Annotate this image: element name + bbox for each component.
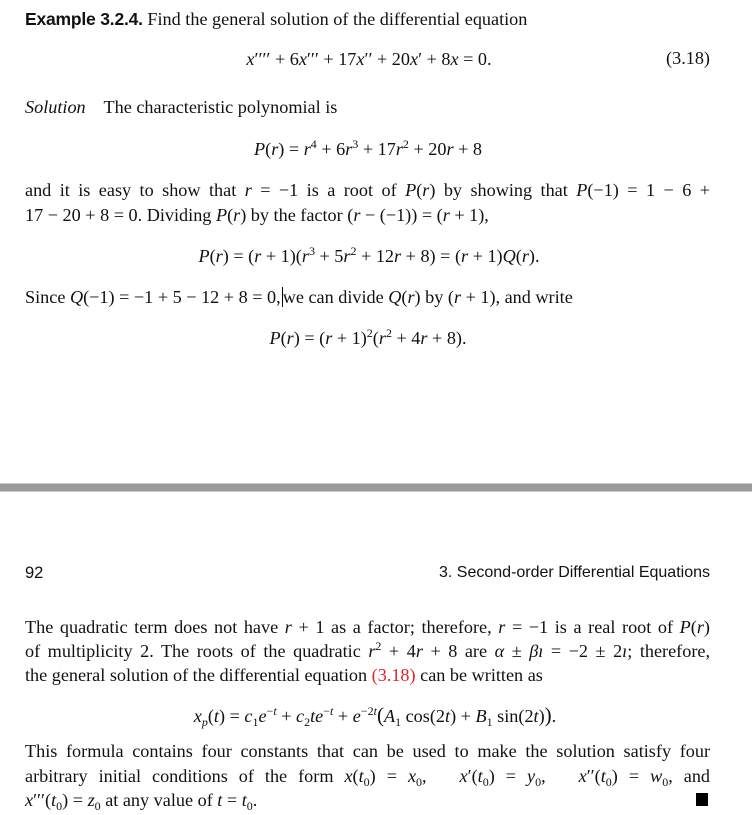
example-label: Example 3.2.4. [25, 9, 143, 29]
paragraph-constants-line-1: This formula contains four constants that can be used to make the solution satisfy four [25, 741, 710, 761]
paragraph-root-check-line-1: and it is easy to show that r = −1 is a root of P(r) by showing that P(−1) = 1 − 6 + [25, 180, 710, 200]
paragraph-multiplicity-line-1: The quadratic term does not have r + 1 as a factor; therefore, r = −1 is a real root of P(r) [25, 617, 710, 637]
paragraph-multiplicity-line-2: of multiplicity 2. The roots of the quadratic $r^2 + 4r + 8$ are α ± βı = −2 ± 2ı; therefore, [25, 639, 710, 661]
page-number: 92 [25, 564, 44, 582]
solution-intro: The characteristic polynomial is [103, 97, 338, 117]
final-factor-equation: $P(r) = (r + 1)^2(r^2 + 4r + 8)$. [269, 326, 467, 348]
solution-label: Solution [25, 97, 86, 117]
equation-3-18: x′′′′ + 6x′′′ + 17x′′ + 20x′ + 8x = 0. [246, 49, 492, 69]
solution-heading [25, 96, 337, 118]
factor-equation: $P(r) = (r + 1)(r^3 + 5r^2 + 12r + 8) = (r + 1)Q(r)$. [198, 244, 540, 266]
example-heading [25, 8, 527, 30]
equation-number: (3.18) [666, 48, 710, 68]
document-page-bottom [0, 492, 752, 815]
equation-reference-link[interactable]: (3.18) [371, 665, 416, 685]
paragraph-root-check-line-2: 17 − 20 + 8 = 0. Dividing P(r) by the factor (r − (−1)) = (r + 1), [25, 205, 489, 225]
paragraph-constants-line-3: $x'''(t_0) = z_0$ at any value of $t = t_0$. [25, 790, 258, 813]
general-solution-equation: $x_p(t) = c_1e^{-t} + c_2te^{-t} + e^{-2t}(A_1$ $\cos(2t) + B_1$ sin(2t)). [193, 703, 557, 729]
paragraph-multiplicity-line-3 [25, 664, 543, 686]
paragraph-constants-line-2: arbitrary initial conditions of the form $x(t_0) = x_0$, $x'(t_0) = y_0$, $x''(t_0) = w_0$, and [25, 766, 711, 789]
text-cursor [282, 287, 283, 307]
text-after-ref: can be written as [420, 665, 543, 685]
page-separator [0, 483, 752, 492]
qed-square-icon [696, 793, 708, 806]
paragraph-divide-q: Since Q(−1) = −1 + 5 − 12 + 8 = 0, we can divide Q(r) by (r + 1), and write [25, 287, 573, 307]
example-intro: Find the general solution of the differential equation [147, 9, 528, 29]
running-head: 3. Second-order Differential Equations [439, 564, 710, 581]
characteristic-polynomial: $P(r) = r^4 + 6r^3 + 17r^2 + 20r + 8$ [254, 137, 482, 159]
text-before-ref: the general solution of the differential equation [25, 665, 368, 685]
